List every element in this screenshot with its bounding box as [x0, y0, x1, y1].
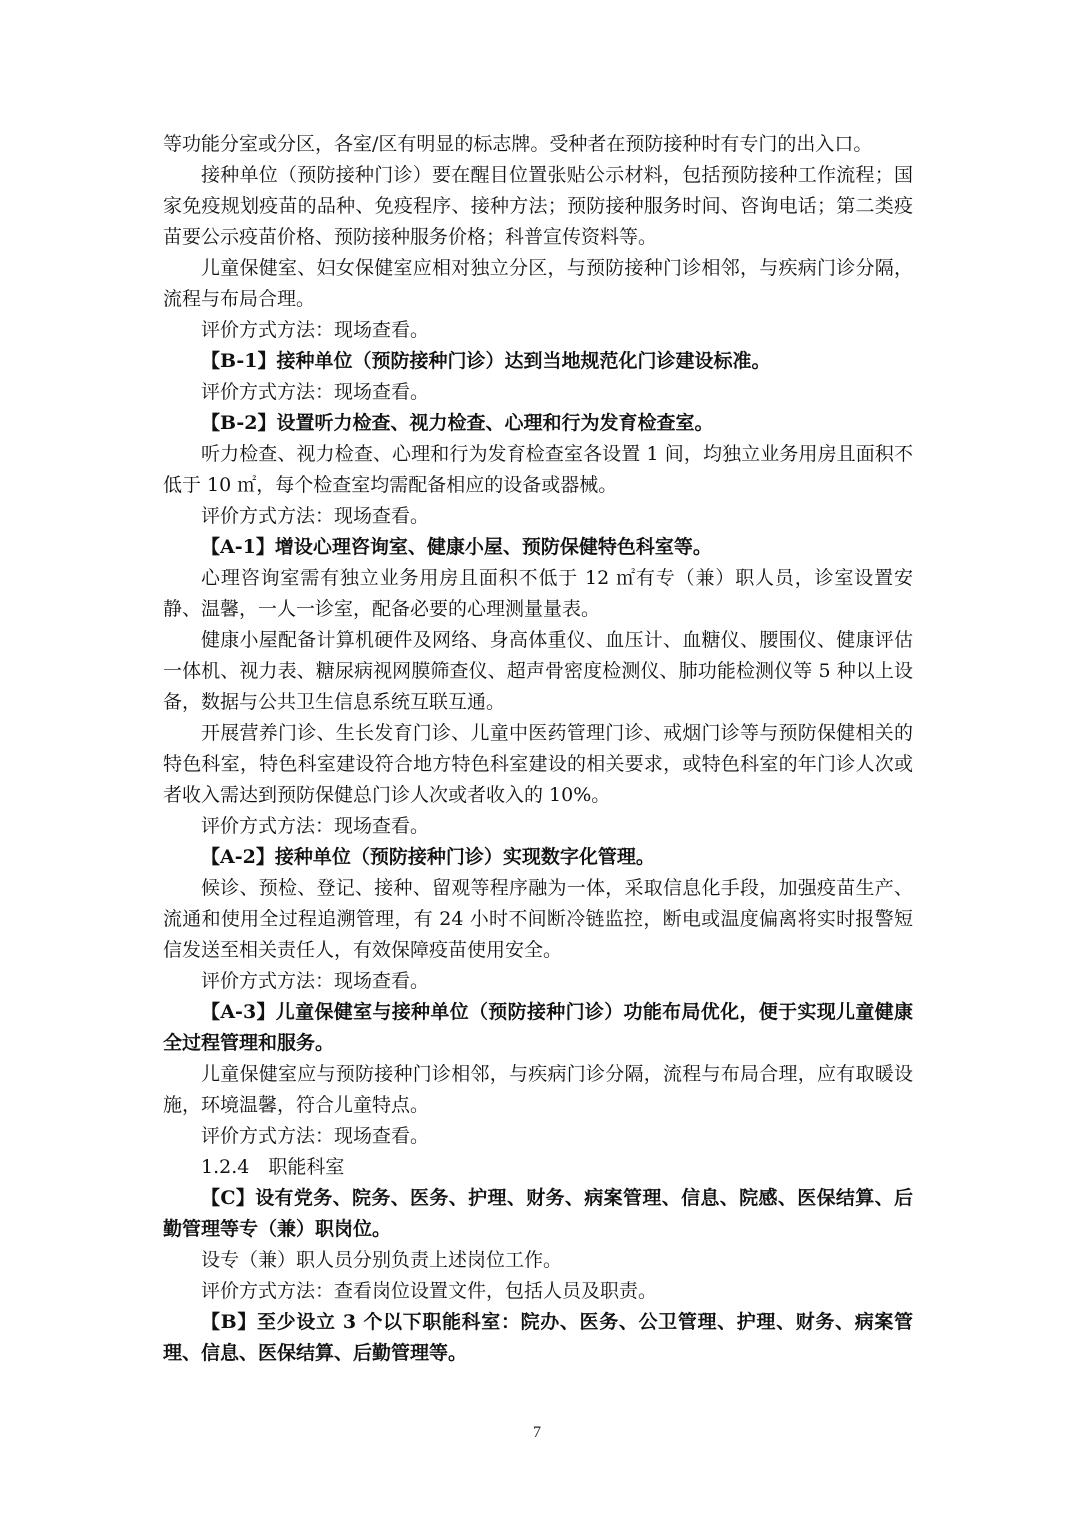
- paragraph-exam-rooms: 听力检查、视力检查、心理和行为发育检查室各设置 1 间，均独立业务用房且面积不低于 10 ㎡，每个检查室均需配备相应的设备或器械。: [163, 443, 913, 496]
- document-body: [163, 129, 913, 1369]
- page-number: 7: [533, 1424, 541, 1441]
- evaluation-method: 评价方式方法：现场查看。: [201, 970, 430, 992]
- criterion-heading-b2: 【B-2】设置听力检查、视力检查、心理和行为发育检查室。: [201, 412, 714, 434]
- paragraph-publicity-materials: 接种单位（预防接种门诊）要在醒目位置张贴公示材料，包括预防接种工作流程；国家免疫规划疫苗的品种、免疫程序、接种方法；预防接种服务时间、咨询电话；第二类疫苗要公示疫苗价格、预防接种服务价格；科普宣传资料等。: [163, 164, 913, 248]
- section-heading-1-2-4: 1.2.4 职能科室: [201, 1156, 345, 1178]
- paragraph-child-women-health-rooms: 儿童保健室、妇女保健室应相对独立分区，与预防接种门诊相邻，与疾病门诊分隔，流程与布局合理。: [163, 257, 913, 310]
- paragraph-special-clinics: 开展营养门诊、生长发育门诊、儿童中医药管理门诊、戒烟门诊等与预防保健相关的特色科室，特色科室建设符合地方特色科室建设的相关要求，或特色科室的年门诊人次或者收入需达到预防保健总门诊人次或者收入的 10%。: [163, 722, 913, 806]
- criterion-heading-a2: 【A-2】接种单位（预防接种门诊）实现数字化管理。: [201, 846, 655, 868]
- criterion-heading-a3: 【A-3】儿童保健室与接种单位（预防接种门诊）功能布局优化，便于实现儿童健康全过程管理和服务。: [163, 1001, 913, 1054]
- evaluation-method: 评价方式方法：现场查看。: [201, 381, 430, 403]
- paragraph-staff-assignment: 设专（兼）职人员分别负责上述岗位工作。: [201, 1249, 563, 1271]
- evaluation-method: 评价方式方法：查看岗位设置文件，包括人员及职责。: [201, 1280, 658, 1302]
- criterion-heading-b: 【B】至少设立 3 个以下职能科室：院办、医务、公卫管理、护理、财务、病案管理、信息、医保结算、后勤管理等。: [163, 1311, 913, 1364]
- paragraph-continued-intro: 等功能分室或分区，各室/区有明显的标志牌。受种者在预防接种时有专门的出入口。: [163, 133, 873, 155]
- paragraph-counseling-room: 心理咨询室需有独立业务用房且面积不低于 12 ㎡有专（兼）职人员，诊室设置安静、温馨，一人一诊室，配备必要的心理测量量表。: [163, 567, 913, 620]
- criterion-heading-a1: 【A-1】增设心理咨询室、健康小屋、预防保健特色科室等。: [201, 536, 712, 558]
- paragraph-digital-management: 候诊、预检、登记、接种、留观等程序融为一体，采取信息化手段，加强疫苗生产、流通和使用全过程追溯管理，有 24 小时不间断冷链监控，断电或温度偏离将实时报警短信发送至相关责任人，有效保障疫苗使用安全。: [163, 877, 913, 961]
- paragraph-health-hut: 健康小屋配备计算机硬件及网络、身高体重仪、血压计、血糖仪、腰围仪、健康评估一体机、视力表、糖尿病视网膜筛查仪、超声骨密度检测仪、肺功能检测仪等 5 种以上设备，数据与公共卫生信息系统互联互通。: [163, 629, 913, 713]
- evaluation-method: 评价方式方法：现场查看。: [201, 815, 430, 837]
- evaluation-method: 评价方式方法：现场查看。: [201, 319, 430, 341]
- paragraph-child-health-layout: 儿童保健室应与预防接种门诊相邻，与疾病门诊分隔，流程与布局合理，应有取暖设施，环境温馨，符合儿童特点。: [163, 1063, 913, 1116]
- criterion-heading-b1: 【B-1】接种单位（预防接种门诊）达到当地规范化门诊建设标准。: [201, 350, 771, 372]
- evaluation-method: 评价方式方法：现场查看。: [201, 505, 430, 527]
- evaluation-method: 评价方式方法：现场查看。: [201, 1125, 430, 1147]
- criterion-heading-c: 【C】设有党务、院务、医务、护理、财务、病案管理、信息、院感、医保结算、后勤管理等专（兼）职岗位。: [163, 1187, 913, 1240]
